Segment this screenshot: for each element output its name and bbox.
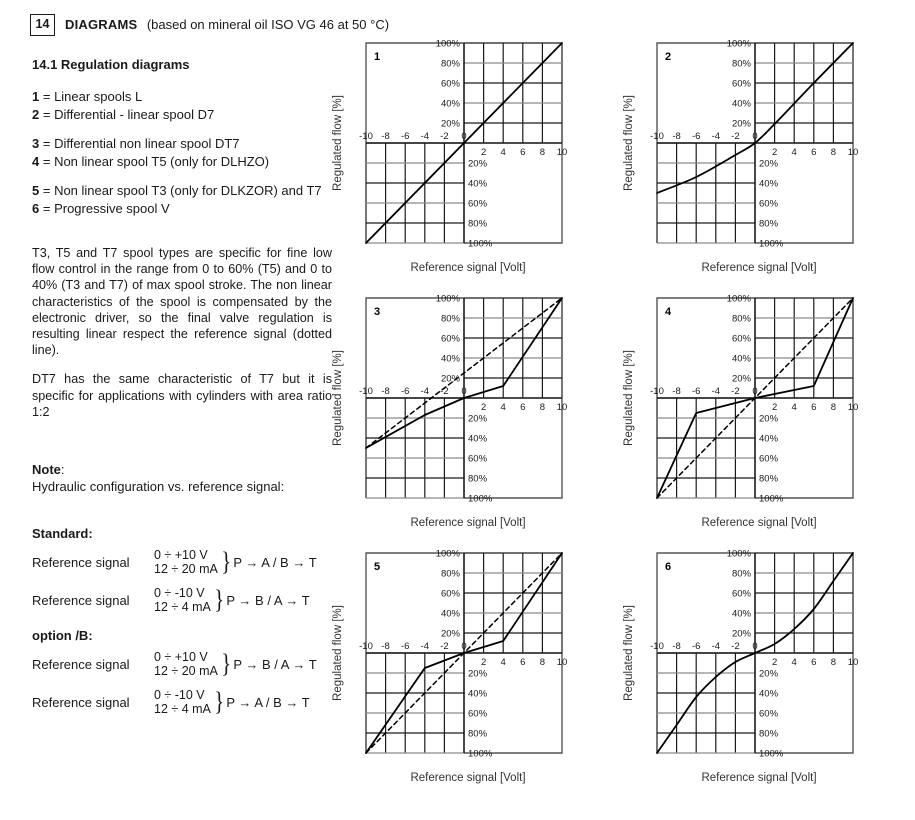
axis-tick-label: 100%	[726, 38, 751, 50]
config-standard-title: Standard:	[32, 526, 93, 542]
axis-tick-label: 100%	[468, 748, 493, 760]
chart-canvas-4	[621, 285, 871, 555]
legend-key: 3	[32, 136, 40, 151]
axis-tick-label: -8	[672, 641, 681, 652]
axis-tick-label: 0	[461, 131, 467, 142]
axis-tick-label: 40%	[731, 608, 751, 620]
chart-number-label: 3	[374, 306, 381, 318]
description-paragraph-2: DT7 has the same characteristic of T7 but it is specific for applications with cylinders with area ratio 1:2	[32, 372, 332, 419]
axis-tick-label: -8	[381, 386, 390, 397]
legend-key: 6	[32, 201, 40, 216]
chart-canvas-1	[330, 30, 580, 300]
y-axis-title: Regulated flow [%]	[332, 605, 344, 701]
axis-tick-label: 60%	[468, 453, 488, 465]
config-row-label: Reference signal	[32, 694, 130, 710]
axis-tick-label: -2	[731, 386, 740, 397]
axis-tick-label: 60%	[731, 588, 751, 600]
x-axis-title: Reference signal [Volt]	[410, 262, 526, 274]
axis-tick-label: 60%	[468, 198, 488, 210]
axis-tick-label: 100%	[726, 548, 751, 560]
config-value-voltage: 0 ÷ +10 V	[154, 547, 208, 562]
axis-tick-label: 40%	[468, 433, 488, 445]
axis-tick-label: 20%	[440, 373, 460, 385]
brace-icon: }	[221, 649, 232, 679]
axis-tick-label: 80%	[468, 473, 488, 485]
config-value-current: 12 ÷ 20 mA	[154, 664, 218, 679]
axis-tick-label: 4	[500, 147, 506, 158]
config-row-result: P → B / A → T	[226, 592, 310, 608]
note-label	[32, 462, 332, 477]
legend-spacer	[32, 124, 332, 135]
axis-tick-label: -4	[420, 641, 430, 652]
axis-tick-label: 60%	[440, 588, 460, 600]
list-item	[32, 153, 332, 171]
axis-tick-label: -4	[711, 386, 721, 397]
y-axis-title: Regulated flow [%]	[623, 605, 635, 701]
axis-tick-label: 10	[556, 657, 568, 668]
axis-tick-label: -10	[359, 641, 373, 652]
axis-tick-label: 10	[847, 657, 859, 668]
config-row	[32, 543, 332, 581]
axis-tick-label: 80%	[468, 218, 488, 230]
config-value-voltage: 0 ÷ +10 V	[154, 649, 208, 664]
chart-canvas-6	[621, 540, 871, 810]
axis-tick-label: 80%	[759, 473, 779, 485]
axis-tick-label: 4	[500, 402, 506, 413]
axis-tick-label: 40%	[440, 98, 460, 110]
axis-tick-label: 80%	[731, 58, 751, 70]
axis-tick-label: 40%	[440, 608, 460, 620]
axis-tick-label: 8	[830, 657, 837, 668]
axis-tick-label: -8	[672, 386, 681, 397]
config-row	[32, 683, 332, 721]
axis-tick-label: 6	[520, 402, 526, 413]
axis-tick-label: 20%	[468, 158, 488, 170]
axis-tick-label: 6	[520, 657, 526, 668]
axis-tick-label: 60%	[468, 708, 488, 720]
x-axis-title: Reference signal [Volt]	[701, 517, 817, 529]
config-row-label: Reference signal	[32, 554, 130, 570]
config-row-label: Reference signal	[32, 656, 130, 672]
axis-tick-label: 2	[771, 147, 778, 158]
axis-tick-label: -2	[731, 641, 740, 652]
config-spacer	[32, 619, 332, 628]
axis-tick-label: 6	[520, 147, 526, 158]
axis-tick-label: 100%	[435, 38, 460, 50]
config-value-current: 12 ÷ 4 mA	[154, 702, 211, 717]
axis-tick-label: 10	[847, 402, 859, 413]
axis-tick-label: -10	[359, 386, 373, 397]
list-item	[32, 182, 332, 200]
axis-tick-label: -8	[381, 641, 390, 652]
config-row-result: P → A / B → T	[233, 554, 317, 570]
axis-tick-label: 40%	[468, 688, 488, 700]
legend-label: = Non linear spool T3 (only for DLKZOR) and T7	[42, 183, 322, 198]
config-value-voltage: 0 ÷ -10 V	[154, 687, 205, 702]
spool-legend-list	[32, 88, 332, 218]
axis-tick-label: 4	[791, 657, 797, 668]
axis-tick-label: 40%	[759, 178, 779, 190]
axis-tick-label: 0	[461, 641, 467, 652]
axis-tick-label: 40%	[440, 353, 460, 365]
regulation-diagram-4	[621, 285, 871, 555]
axis-tick-label: -4	[420, 386, 430, 397]
axis-tick-label: -10	[650, 386, 664, 397]
axis-tick-label: 100%	[468, 238, 493, 250]
config-row-label: Reference signal	[32, 592, 130, 608]
section-number-box: 14	[30, 14, 55, 36]
axis-tick-label: -8	[672, 131, 681, 142]
note-label-text: Note	[32, 462, 61, 478]
chart-number-label: 6	[665, 561, 672, 573]
axis-tick-label: 60%	[440, 333, 460, 345]
legend-key: 4	[32, 154, 40, 169]
axis-tick-label: 20%	[759, 413, 779, 425]
axis-tick-label: 2	[771, 657, 778, 668]
legend-key: 1	[32, 89, 40, 104]
axis-tick-label: 60%	[731, 333, 751, 345]
axis-tick-label: 20%	[759, 668, 779, 680]
axis-tick-label: 100%	[468, 493, 493, 505]
axis-tick-label: 80%	[731, 568, 751, 580]
axis-tick-label: -6	[400, 386, 410, 397]
config-value-voltage: 0 ÷ -10 V	[154, 585, 205, 600]
axis-tick-label: 80%	[731, 313, 751, 325]
axis-tick-label: 10	[847, 147, 859, 158]
header-subtitle: (based on mineral oil ISO VG 46 at 50 °C)	[146, 16, 390, 32]
brace-icon: }	[214, 585, 225, 615]
axis-tick-label: 0	[752, 131, 758, 142]
brace-icon: }	[214, 687, 225, 717]
legend-key: 5	[32, 183, 40, 198]
axis-tick-label: -6	[691, 131, 701, 142]
axis-tick-label: 4	[500, 657, 506, 668]
y-axis-title: Regulated flow [%]	[623, 350, 635, 446]
axis-tick-label: 6	[811, 657, 817, 668]
legend-label: = Differential - linear spool D7	[42, 107, 215, 122]
legend-label: = Differential non linear spool DT7	[42, 136, 240, 151]
legend-label: = Progressive spool V	[42, 201, 170, 216]
chart-number-label: 1	[374, 51, 381, 63]
axis-tick-label: 80%	[759, 728, 779, 740]
axis-tick-label: 60%	[759, 708, 779, 720]
axis-tick-label: 8	[539, 402, 546, 413]
axis-tick-label: 20%	[759, 158, 779, 170]
regulation-diagram-3	[330, 285, 580, 555]
legend-spacer	[32, 171, 332, 182]
axis-tick-label: 20%	[731, 628, 751, 640]
legend-label: = Linear spools L	[42, 89, 143, 104]
brace-icon: }	[221, 547, 232, 577]
axis-tick-label: 20%	[440, 118, 460, 130]
axis-tick-label: 40%	[759, 688, 779, 700]
axis-tick-label: 20%	[731, 118, 751, 130]
config-row	[32, 645, 332, 683]
y-axis-title: Regulated flow [%]	[623, 95, 635, 191]
axis-tick-label: 0	[752, 386, 758, 397]
axis-tick-label: 6	[811, 402, 817, 413]
axis-tick-label: 0	[461, 386, 467, 397]
hydraulic-config-block	[32, 526, 332, 721]
config-row-values	[154, 650, 218, 679]
axis-tick-label: 80%	[440, 58, 460, 70]
axis-tick-label: 20%	[440, 628, 460, 640]
axis-tick-label: 0	[752, 641, 758, 652]
axis-tick-label: 40%	[731, 98, 751, 110]
axis-tick-label: 80%	[468, 728, 488, 740]
axis-tick-label: 2	[480, 402, 487, 413]
axis-tick-label: 100%	[759, 493, 784, 505]
chart-number-label: 2	[665, 51, 672, 63]
x-axis-title: Reference signal [Volt]	[410, 772, 526, 784]
axis-tick-label: -2	[731, 131, 740, 142]
config-row-values	[154, 586, 211, 615]
axis-tick-label: -6	[691, 386, 701, 397]
axis-tick-label: 60%	[731, 78, 751, 90]
axis-tick-label: 80%	[759, 218, 779, 230]
chart-number-label: 4	[665, 306, 672, 318]
config-row-result: P → B / A → T	[233, 656, 317, 672]
axis-tick-label: -4	[711, 131, 721, 142]
left-text-column	[32, 57, 332, 721]
axis-tick-label: 40%	[468, 178, 488, 190]
y-axis-title: Regulated flow [%]	[332, 95, 344, 191]
description-paragraph-1: T3, T5 and T7 spool types are specific for fine low flow control in the range from 0 to 60% (T5) and 0 to 40% (T3 and T7) of max spool stroke. The non linear characteristics of the spool is compensated by the electronic driver, so the final valve regulation is resulting linear respect the reference signal (dotted line).	[32, 246, 332, 358]
axis-tick-label: -2	[440, 386, 449, 397]
note-text: Hydraulic configuration vs. reference signal:	[32, 479, 285, 495]
axis-tick-label: 100%	[435, 548, 460, 560]
list-item	[32, 135, 332, 153]
x-axis-title: Reference signal [Volt]	[701, 262, 817, 274]
axis-tick-label: -6	[400, 131, 410, 142]
axis-tick-label: -2	[440, 641, 449, 652]
axis-tick-label: -10	[650, 641, 664, 652]
legend-label: = Non linear spool T5 (only for DLHZO)	[42, 154, 270, 169]
axis-tick-label: 40%	[759, 433, 779, 445]
page-title: DIAGRAMS	[65, 16, 138, 32]
axis-tick-label: 40%	[731, 353, 751, 365]
chart-canvas-5	[330, 540, 580, 810]
axis-tick-label: -4	[711, 641, 721, 652]
config-row	[32, 581, 332, 619]
axis-tick-label: 4	[791, 402, 797, 413]
axis-tick-label: 2	[771, 402, 778, 413]
regulation-diagram-5	[330, 540, 580, 810]
config-row-values	[154, 688, 211, 717]
axis-tick-label: 100%	[759, 748, 784, 760]
list-item	[32, 200, 332, 218]
x-axis-title: Reference signal [Volt]	[701, 772, 817, 784]
axis-tick-label: 2	[480, 147, 487, 158]
note-colon: :	[60, 462, 65, 478]
chart-canvas-2	[621, 30, 871, 300]
axis-tick-label: -6	[400, 641, 410, 652]
legend-key: 2	[32, 107, 40, 122]
axis-tick-label: 100%	[435, 293, 460, 305]
axis-tick-label: -6	[691, 641, 701, 652]
list-item	[32, 88, 332, 106]
config-row-result: P → A / B → T	[226, 694, 310, 710]
axis-tick-label: -10	[359, 131, 373, 142]
regulation-diagram-1	[330, 30, 580, 300]
config-value-current: 12 ÷ 20 mA	[154, 562, 218, 577]
axis-tick-label: -8	[381, 131, 390, 142]
y-axis-title: Regulated flow [%]	[332, 350, 344, 446]
axis-tick-label: 80%	[440, 568, 460, 580]
axis-tick-label: -2	[440, 131, 449, 142]
config-row-values	[154, 548, 218, 577]
axis-tick-label: 60%	[759, 198, 779, 210]
axis-tick-label: 60%	[759, 453, 779, 465]
chart-canvas-3	[330, 285, 580, 555]
axis-tick-label: 80%	[440, 313, 460, 325]
config-value-current: 12 ÷ 4 mA	[154, 600, 211, 615]
note-block	[32, 462, 332, 494]
axis-tick-label: 10	[556, 147, 568, 158]
axis-tick-label: 8	[830, 147, 837, 158]
axis-tick-label: 2	[480, 657, 487, 668]
axis-tick-label: 20%	[468, 668, 488, 680]
axis-tick-label: 20%	[468, 413, 488, 425]
axis-tick-label: 20%	[731, 373, 751, 385]
axis-tick-label: 8	[830, 402, 837, 413]
config-option-b-title: option /B:	[32, 628, 93, 644]
axis-tick-label: 100%	[759, 238, 784, 250]
subsection-title: 14.1 Regulation diagrams	[32, 57, 190, 72]
axis-tick-label: -4	[420, 131, 430, 142]
axis-tick-label: 100%	[726, 293, 751, 305]
axis-tick-label: 6	[811, 147, 817, 158]
chart-number-label: 5	[374, 561, 381, 573]
regulation-diagram-6	[621, 540, 871, 810]
axis-tick-label: -10	[650, 131, 664, 142]
x-axis-title: Reference signal [Volt]	[410, 517, 526, 529]
list-item	[32, 106, 332, 124]
axis-tick-label: 8	[539, 657, 546, 668]
axis-tick-label: 8	[539, 147, 546, 158]
axis-tick-label: 10	[556, 402, 568, 413]
axis-tick-label: 4	[791, 147, 797, 158]
regulation-diagram-2	[621, 30, 871, 300]
axis-tick-label: 60%	[440, 78, 460, 90]
